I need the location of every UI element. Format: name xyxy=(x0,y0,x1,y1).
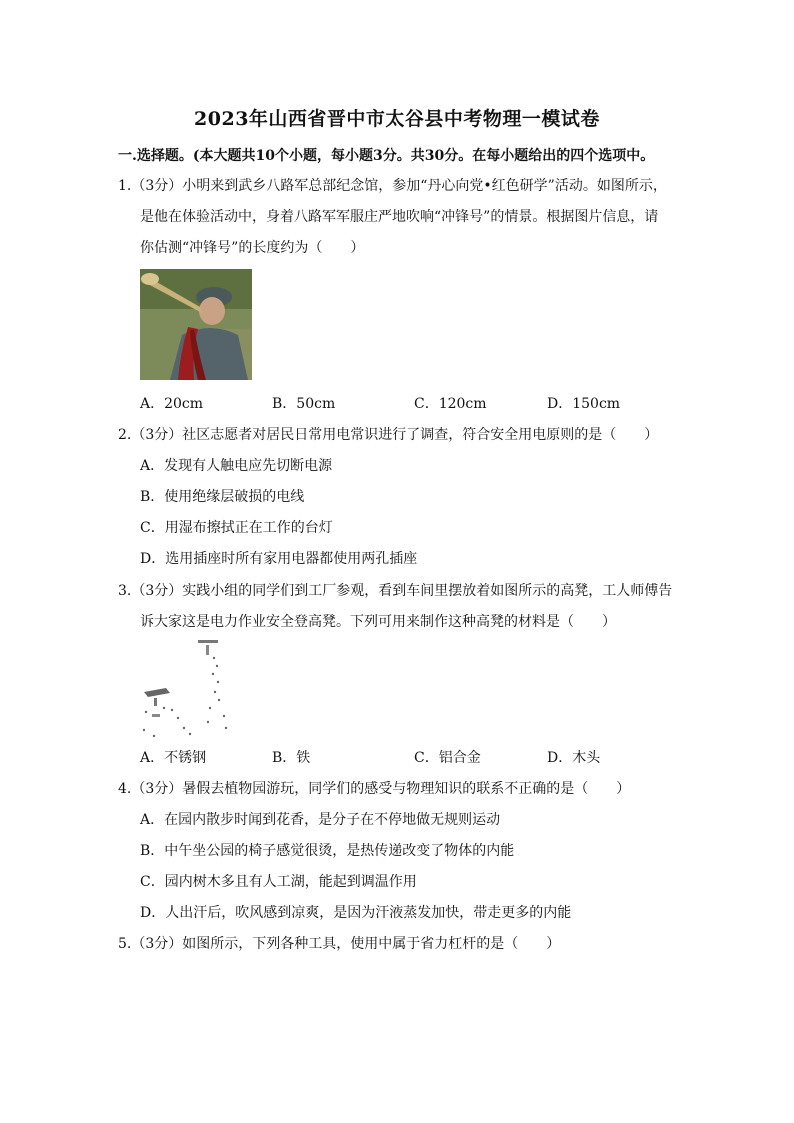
question-4-option-c: C．园内树木多且有人工湖，能起到调温作用 xyxy=(140,874,417,890)
question-4-option-b: B．中午坐公园的椅子感觉很烫，是热传递改变了物体的内能 xyxy=(140,843,515,859)
question-2-line-1: 2.（3分）社区志愿者对居民日常用电常识进行了调查，符合安全用电原则的是（ ） xyxy=(118,427,659,443)
question-2-option-a: A．发现有人触电应先切断电源 xyxy=(140,458,333,474)
question-3-option-b: B．铁 xyxy=(272,750,311,766)
question-1-option-a: A．20cm xyxy=(140,396,204,412)
question-1-option-c: C．120cm xyxy=(414,396,487,412)
question-1-line-1: 1.（3分）小明来到武乡八路军总部纪念馆，参加“丹心向党•红色研学”活动。如图所示， xyxy=(118,178,667,194)
question-3-line-2: 诉大家这是电力作业安全登高凳。下列可用来制作这种高凳的材料是（ ） xyxy=(140,614,616,630)
question-2-option-b: B．使用绝缘层破损的电线 xyxy=(140,489,305,505)
question-2-option-c: C．用湿布擦拭正在工作的台灯 xyxy=(140,520,333,536)
question-2-option-d: D．选用插座时所有家用电器都使用两孔插座 xyxy=(140,551,418,567)
question-1-line-3: 你估测“冲锋号”的长度约为（ ） xyxy=(140,240,365,256)
question-4-option-d: D．人出汗后，吹风感到凉爽，是因为汗液蒸发加快，带走更多的内能 xyxy=(140,905,572,921)
safety-stool-figure xyxy=(140,636,240,740)
section-heading: 一.选择题。(本大题共10个小题，每小题3分。共30分。在每小题给出的四个选项中。 xyxy=(118,148,655,164)
question-1-option-d: D．150cm xyxy=(547,396,621,412)
question-3-option-d: D．木头 xyxy=(547,750,601,766)
question-3-option-c: C．铝合金 xyxy=(414,750,481,766)
question-4-option-a: A．在园内散步时闻到花香，是分子在不停地做无规则运动 xyxy=(140,812,501,828)
exam-title: 2023年山西省晋中市太谷县中考物理一模试卷 xyxy=(194,108,600,130)
question-3-line-1: 3.（3分）实践小组的同学们到工厂参观，看到车间里摆放着如图所示的高凳，工人师傅告 xyxy=(118,583,673,599)
question-3-option-a: A．不锈钢 xyxy=(140,750,207,766)
question-5-line-1: 5.（3分）如图所示，下列各种工具，使用中属于省力杠杆的是（ ） xyxy=(118,936,561,952)
question-4-line-1: 4.（3分）暑假去植物园游玩，同学们的感受与物理知识的联系不正确的是（ ） xyxy=(118,781,631,797)
bugle-boy-photo xyxy=(140,269,252,380)
question-1-option-b: B．50cm xyxy=(272,396,336,412)
question-1-line-2: 是他在体验活动中，身着八路军军服庄严地吹响“冲锋号”的情景。根据图片信息，请 xyxy=(140,209,659,225)
